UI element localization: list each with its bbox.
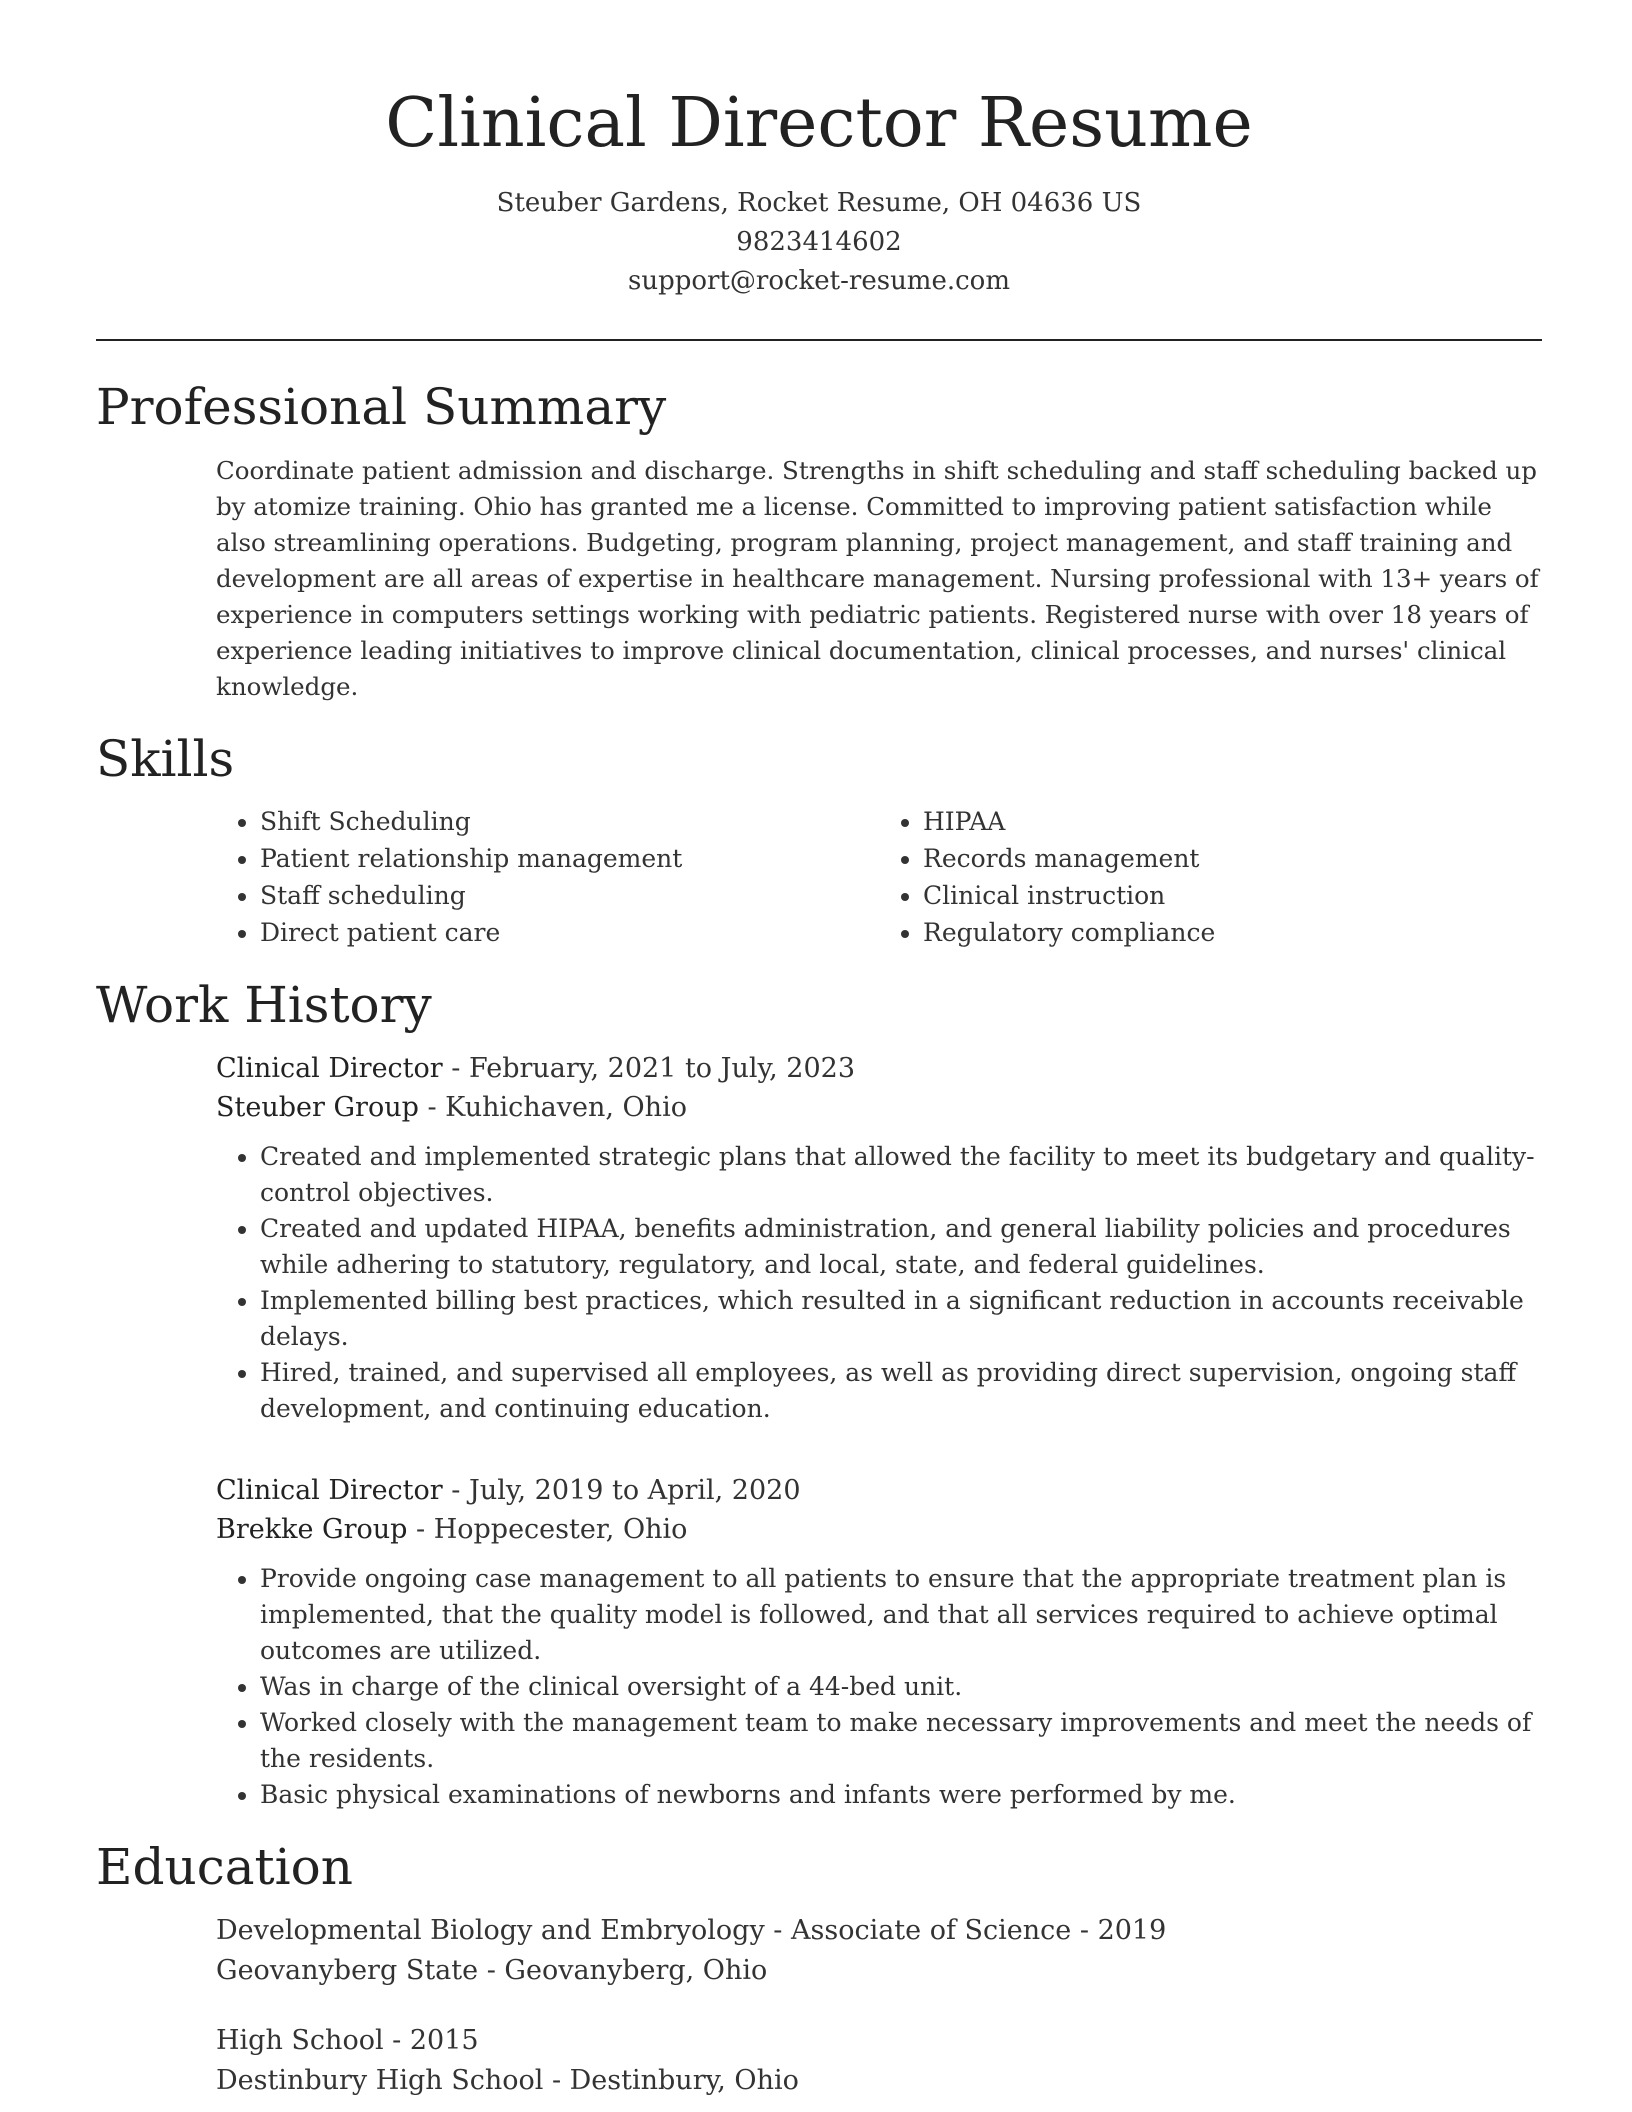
education-details: - Associate of Science - 2019 — [764, 1915, 1167, 1947]
job-role: Clinical Director — [216, 1475, 443, 1507]
job-company: Brekke Group — [216, 1514, 408, 1546]
skills-section — [96, 729, 1542, 951]
skill-item: • Shift Scheduling — [260, 803, 879, 840]
skill-item: • Records management — [923, 840, 1542, 877]
work-history-heading: Work History — [96, 976, 432, 1035]
summary-heading: Professional Summary — [96, 378, 667, 437]
education-entry — [216, 2021, 1542, 2101]
skill-item: • Staff scheduling — [260, 877, 879, 914]
education-school: Destinbury High School — [216, 2065, 544, 2097]
job-bullet: • Created and implemented strategic plans that allowed the facility to meet its budgetary and quality-control objectives. — [260, 1139, 1542, 1211]
job-company: Steuber Group — [216, 1092, 419, 1124]
education-location: - Destinbury, Ohio — [543, 2065, 799, 2097]
skill-item: • Patient relationship management — [260, 840, 879, 877]
job-bullet: • Provide ongoing case management to all patients to ensure that the appropriate treatment plan is implemented, that the quality model is followed, and that all services required to achieve optimal outcomes are utilized. — [260, 1561, 1542, 1669]
summary-section — [96, 377, 1542, 705]
job-bullet: • Hired, trained, and supervised all employees, as well as providing direct supervision, ongoing staff development, and continuing education. — [260, 1355, 1542, 1427]
contact-phone: 9823414602 — [736, 227, 902, 258]
skill-item: • Clinical instruction — [923, 877, 1542, 914]
contact-address: Steuber Gardens, Rocket Resume, OH 04636 US — [496, 188, 1142, 219]
education-entry — [216, 1911, 1542, 1991]
job-bullet: • Was in charge of the clinical oversight of a 44-bed unit. — [260, 1669, 1542, 1705]
education-field: Developmental Biology and Embryology — [216, 1915, 765, 1947]
education-details: - 2015 — [383, 2025, 479, 2057]
skill-item: • Direct patient care — [260, 914, 879, 951]
skill-item: • HIPAA — [923, 803, 1542, 840]
job-bullet: • Worked closely with the management team to make necessary improvements and meet the needs of the residents. — [260, 1705, 1542, 1777]
job-title-line — [216, 1049, 1542, 1088]
resume-header — [96, 0, 1542, 301]
contact-email: support@rocket-resume.com — [627, 266, 1010, 297]
job-role: Clinical Director — [216, 1053, 443, 1085]
resume-title: Clinical Director Resume — [385, 84, 1253, 163]
job-bullet: • Implemented billing best practices, which resulted in a significant reduction in accounts receivable delays. — [260, 1283, 1542, 1355]
job-bullets — [216, 1139, 1542, 1427]
work-history-section — [96, 975, 1542, 1813]
resume-page — [96, 0, 1542, 2101]
job-dates: - February, 2021 to July, 2023 — [442, 1053, 856, 1085]
job-location: - Hoppecester, Ohio — [407, 1514, 688, 1546]
job-location: - Kuhichaven, Ohio — [418, 1092, 687, 1124]
education-section — [96, 1837, 1542, 2101]
education-field: High School — [216, 2025, 384, 2057]
job-entry — [216, 1049, 1542, 1427]
education-school: Geovanyberg State — [216, 1955, 479, 1987]
job-bullets — [216, 1561, 1542, 1813]
education-degree-line — [216, 1911, 1542, 1951]
job-company-line — [216, 1088, 1542, 1127]
job-bullet: • Created and updated HIPAA, benefits administration, and general liability policies and procedures while adhering to statutory, regulatory, and local, state, and federal guidelines. — [260, 1211, 1542, 1283]
job-bullet: • Basic physical examinations of newborns and infants were performed by me. — [260, 1777, 1542, 1813]
job-dates: - July, 2019 to April, 2020 — [442, 1475, 801, 1507]
job-entry — [216, 1471, 1542, 1813]
skills-column-left — [216, 803, 879, 951]
job-company-line — [216, 1510, 1542, 1549]
education-school-line — [216, 1951, 1542, 1991]
skill-item: • Regulatory compliance — [923, 914, 1542, 951]
skills-column-right — [879, 803, 1542, 951]
summary-text: Coordinate patient admission and discharge. Strengths in shift scheduling and staff scheduling backed up by atomize training. Ohio has granted me a license. Committed to improving patient satisfaction while also streamlining operations. Budgeting, program planning, project management, and staff training and development are all areas of expertise in healthcare management. Nursing professional with 13+ years of experience in computers settings working with pediatric patients. Registered nurse with over 18 years of experience leading initiatives to improve clinical documentation, clinical processes, and nurses' clinical knowledge. — [216, 456, 1539, 702]
skills-grid — [216, 803, 1542, 951]
education-location: - Geovanyberg, Ohio — [478, 1955, 768, 1987]
header-divider — [96, 339, 1542, 341]
education-school-line — [216, 2061, 1542, 2101]
education-degree-line — [216, 2021, 1542, 2061]
skills-heading: Skills — [96, 730, 235, 789]
education-heading: Education — [96, 1838, 353, 1897]
job-title-line — [216, 1471, 1542, 1510]
